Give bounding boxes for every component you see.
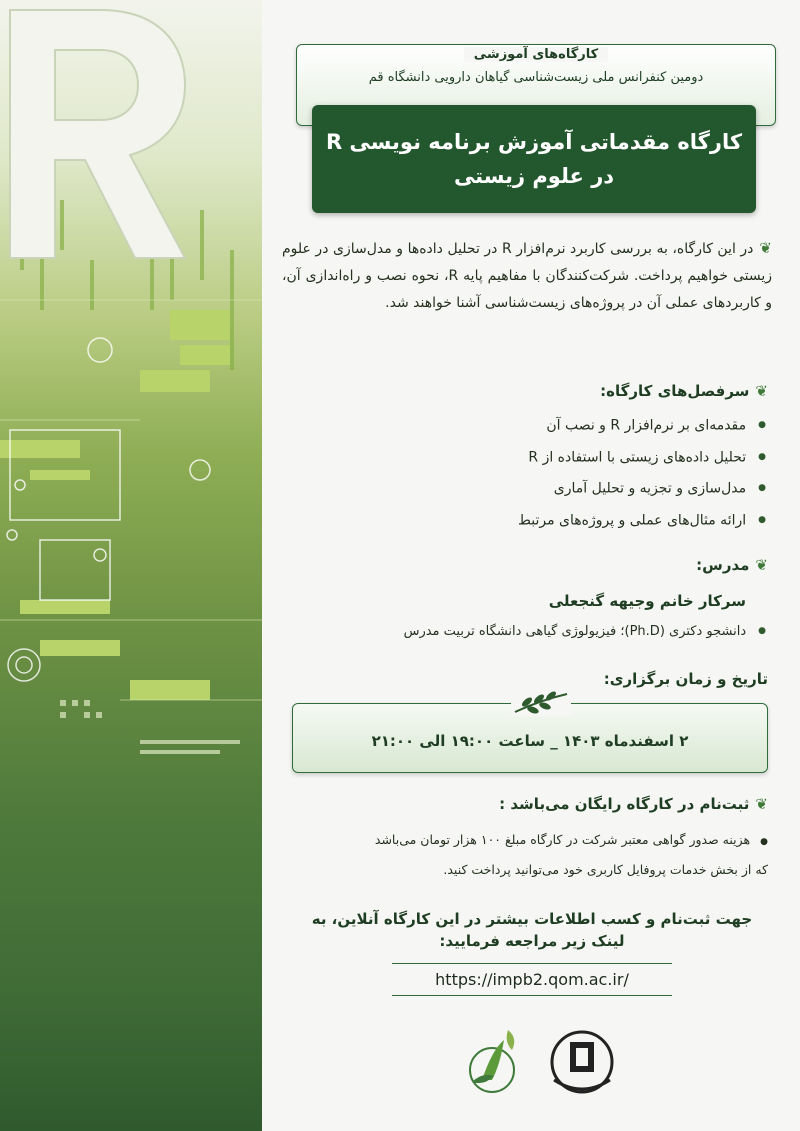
sprig-icon [511, 690, 571, 716]
schedule-heading: تاریخ و زمان برگزاری: [603, 670, 768, 688]
intro-text: در این کارگاه، به بررسی کاربرد نرم‌افزار R در تحلیل داده‌ها و مدل‌سازی در علوم زیستی خواهیم پرداخت. شرکت‌کنندگان با مفاهیم پایه R، نحوه نصب و راه‌اندازی آن، و کاربردهای عملی آن در پروژه‌های زیست‌شناسی آشنا خواهند شد. [282, 241, 773, 311]
cta-line2: لینک زیر مراجعه فرمایید: [439, 932, 625, 950]
list-item: ● تحلیل داده‌های زیستی با استفاده از R [518, 442, 766, 474]
university-of-qom-logo [552, 1032, 612, 1092]
topics-title: سرفصل‌های کارگاه: [600, 382, 750, 400]
conference-name: دومین کنفرانس ملی زیست‌شناسی گیاهان دارویی دانشگاه قم [368, 70, 704, 85]
instructor-title: مدرس: [696, 556, 750, 574]
decorative-art-panel [0, 0, 262, 1131]
topics-list [518, 410, 766, 536]
leaf-icon: ❦ [755, 556, 768, 574]
list-item: ● دانشجو دکتری (Ph.D)؛ فیزیولوژی گیاهی دانشگاه تربیت مدرس [404, 616, 766, 647]
letter-r-graphic [0, 0, 190, 268]
leaf-icon: ❦ [759, 239, 772, 257]
conference-logo [470, 1030, 514, 1092]
list-item: ● مقدمه‌ای بر نرم‌افزار R و نصب آن [518, 410, 766, 442]
list-item: ● ارائه مثال‌های عملی و پروژه‌های مرتبط [518, 505, 766, 537]
instructor-heading [696, 556, 768, 574]
registration-title: ثبت‌نام در کارگاه رایگان می‌باشد : [499, 795, 750, 813]
instructor-name: سرکار خانم وجیهه گنجعلی [548, 592, 746, 610]
workshops-label: کارگاه‌های آموزشی [464, 47, 608, 62]
leaf-icon: ❦ [755, 795, 768, 813]
logos-row [442, 1020, 642, 1100]
cta-text [292, 908, 772, 952]
registration-note [288, 826, 768, 884]
workshop-title-line2: در علوم زیستی [453, 164, 615, 188]
topics-heading [600, 382, 768, 400]
leaf-icon: ❦ [755, 382, 768, 400]
poster-content [262, 0, 800, 1131]
workshop-title-box [312, 105, 756, 213]
instructor-details [404, 616, 766, 647]
registration-note-line1: ●هزینه صدور گواهی معتبر شرکت در کارگاه مبلغ ۱۰۰ هزار تومان می‌باشد [374, 832, 768, 847]
registration-heading [499, 795, 768, 813]
schedule-box [292, 703, 768, 773]
registration-link[interactable]: https://impb2.qom.ac.ir/ [392, 963, 672, 996]
schedule-value: ۲ اسفندماه ۱۴۰۳ _ ساعت ۱۹:۰۰ الی ۲۱:۰۰ [371, 732, 689, 750]
cta-line1: جهت ثبت‌نام و کسب اطلاعات بیشتر در این کارگاه آنلاین، به [311, 910, 753, 928]
list-item: ● مدل‌سازی و تجزیه و تحلیل آماری [518, 473, 766, 505]
workshop-title-line1: کارگاه مقدماتی آموزش برنامه نویسی R [325, 130, 743, 154]
registration-note-line2: که از بخش خدمات پروفایل کاربری خود می‌توانید پرداخت کنید. [443, 862, 768, 877]
intro-paragraph [282, 235, 772, 317]
